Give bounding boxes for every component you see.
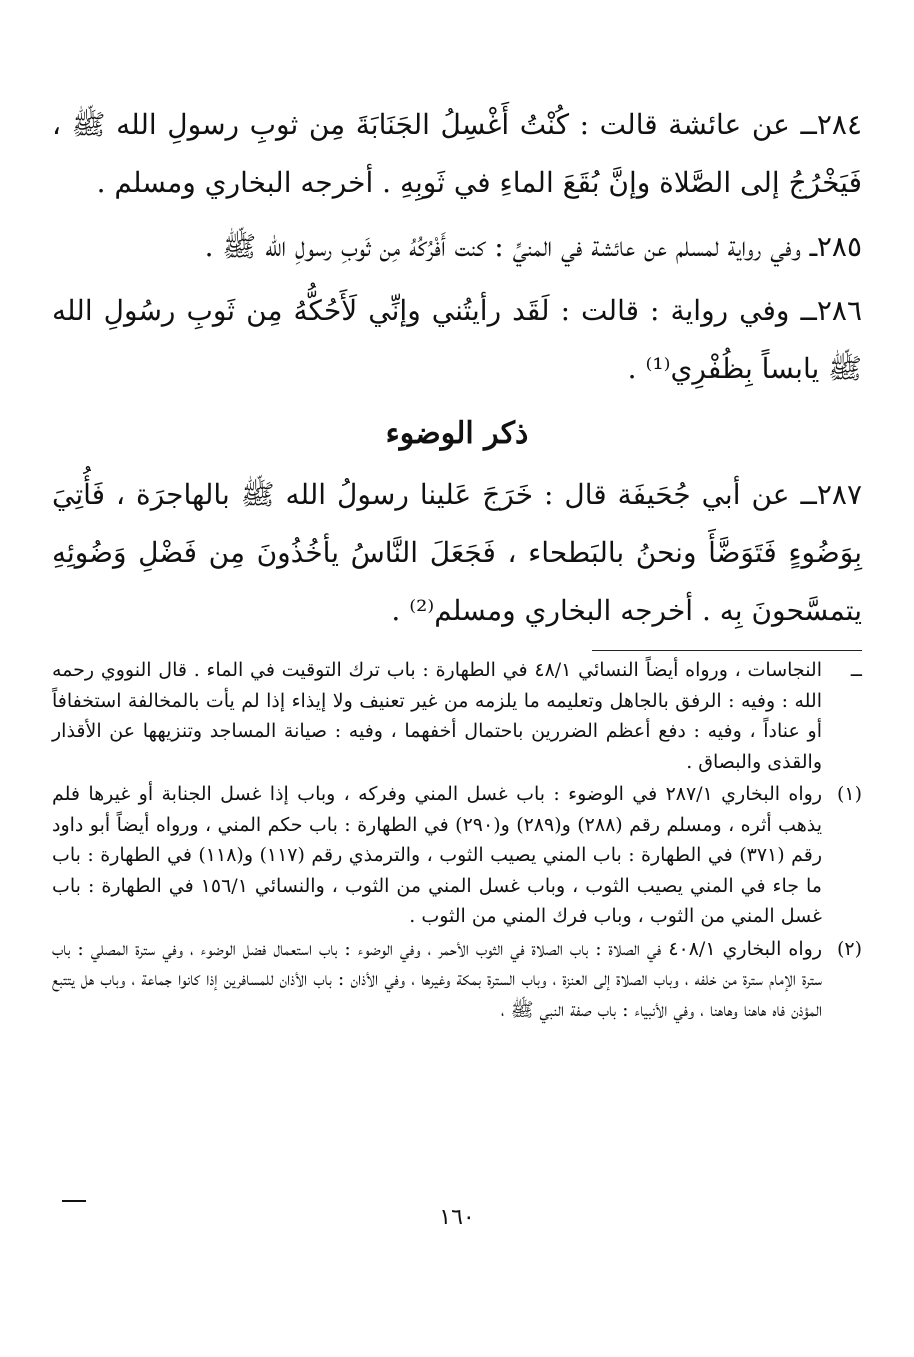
footnote-text: رواه البخاري ٢٨٧/١ في الوضوء : باب غسل المني وفركه ، وباب إذا غسل الجنابة أو غيرها فلم يذهب أثره ، ومسلم رقم (٢٨٨) و(٢٨٩) و(٢٩٠) في الطهارة : باب حكم المني ، ورواه أيضاً أبو داود رقم (٣٧١) في الطهارة : باب المني يصيب الثوب ، والترمذي رقم (١١٧) و(١١٨) في الطهارة : باب ما جاء في المني يصيب الثوب ، وباب غسل المني من الثوب ، والنسائي ١٥٦/١ في الطهارة : باب غسل المني من الثوب ، وباب فرك المني من الثوب . [52,783,822,927]
footnote-continued [52,655,862,777]
footnote-2 [52,934,862,1026]
main-text [52,96,862,646]
footnote-mark: (٢) [836,937,862,960]
continuation-arrow-icon [62,1200,86,1202]
hadith-284: ٢٨٤ــ عن عائشة قالت : كُنْتُ أَغْسِلُ الجَنَابَةَ مِن ثوبِ رسولِ الله ﷺ ، فَيَخْرُجُ إلى الصَّلاة وإنَّ بُقَعَ الماءِ في ثَوبِهِ . أخرجه البخاري ومسلم . [52,108,862,199]
footnote-mark: ــ [850,659,862,681]
footnote-mark: (١) [836,783,862,805]
hadith-287: ٢٨٧ــ عن أبي جُحَيفَة قال : خَرَجَ عَلينا رسولُ الله ﷺ بالهاجرَة ، فَأُتِيَ بِوَضُوءٍ فَتَوَضَّأَ ونحنُ بالبَطحاء ، فَجَعَلَ النَّاسُ يأخُذُونَ مِن فَضْلِ وَضُوئِهِ يتمسَّحونَ بِه . أخرجه البخاري ومسلم⁽²⁾ . [52,478,862,627]
section-title: ذكر الوضوء [385,416,529,451]
footnote-text: رواه البخاري ٤٠٨/١ في الصلاة : باب الصلاة في الثوب الأحمر ، وفي الوضوء : باب استعمال فضل الوضوء ، وفي سترة المصلي : باب سترة الإمام سترة من خلفه ، وباب الصلاة إلى العنزة ، وباب السترة بمكة وغيرها ، وفي الأذان : باب الأذان للمسافرين إذا كانوا جماعة ، وباب هل يتتبع المؤذن فاه هاهنا وهاهنا ، وفي الأنبياء : باب صفة النبي ﷺ ، [52,937,822,1021]
hadith-286: ٢٨٦ــ وفي رواية : قالت : لَقَد رأيتُني وإنِّي لَأَحُكُّهُ مِن ثَوبِ رسُولِ الله ﷺ يابساً بِظُفْرِي⁽¹⁾ . [52,294,862,385]
footnote-separator [592,650,862,651]
hadith-285: ٢٨٥ــ وفي رواية لمسلم عن عائشة في المنيِّ : كنت أَفْرُكُهُ مِن ثَوبِ رسولِ الله ﷺ . [204,230,862,263]
footnotes [52,655,862,1027]
footnote-text: النجاسات ، ورواه أيضاً النسائي ٤٨/١ في الطهارة : باب ترك التوقيت في الماء . قال النووي رحمه الله : وفيه : الرفق بالجاهل وتعليمه ما يلزمه من غير تعنيف ولا إيذاء إذا لم يأت بالمخالفة استخفافاً أو عناداً ، وفيه : دفع أعظم الضررين باحتمال أخفهما ، وفيه : صيانة المساجد وتنزيهها عن الأقذار والقذى والبصاق . [52,659,822,773]
page-number: ١٦٠ [439,1205,475,1230]
footnote-1 [52,779,862,932]
